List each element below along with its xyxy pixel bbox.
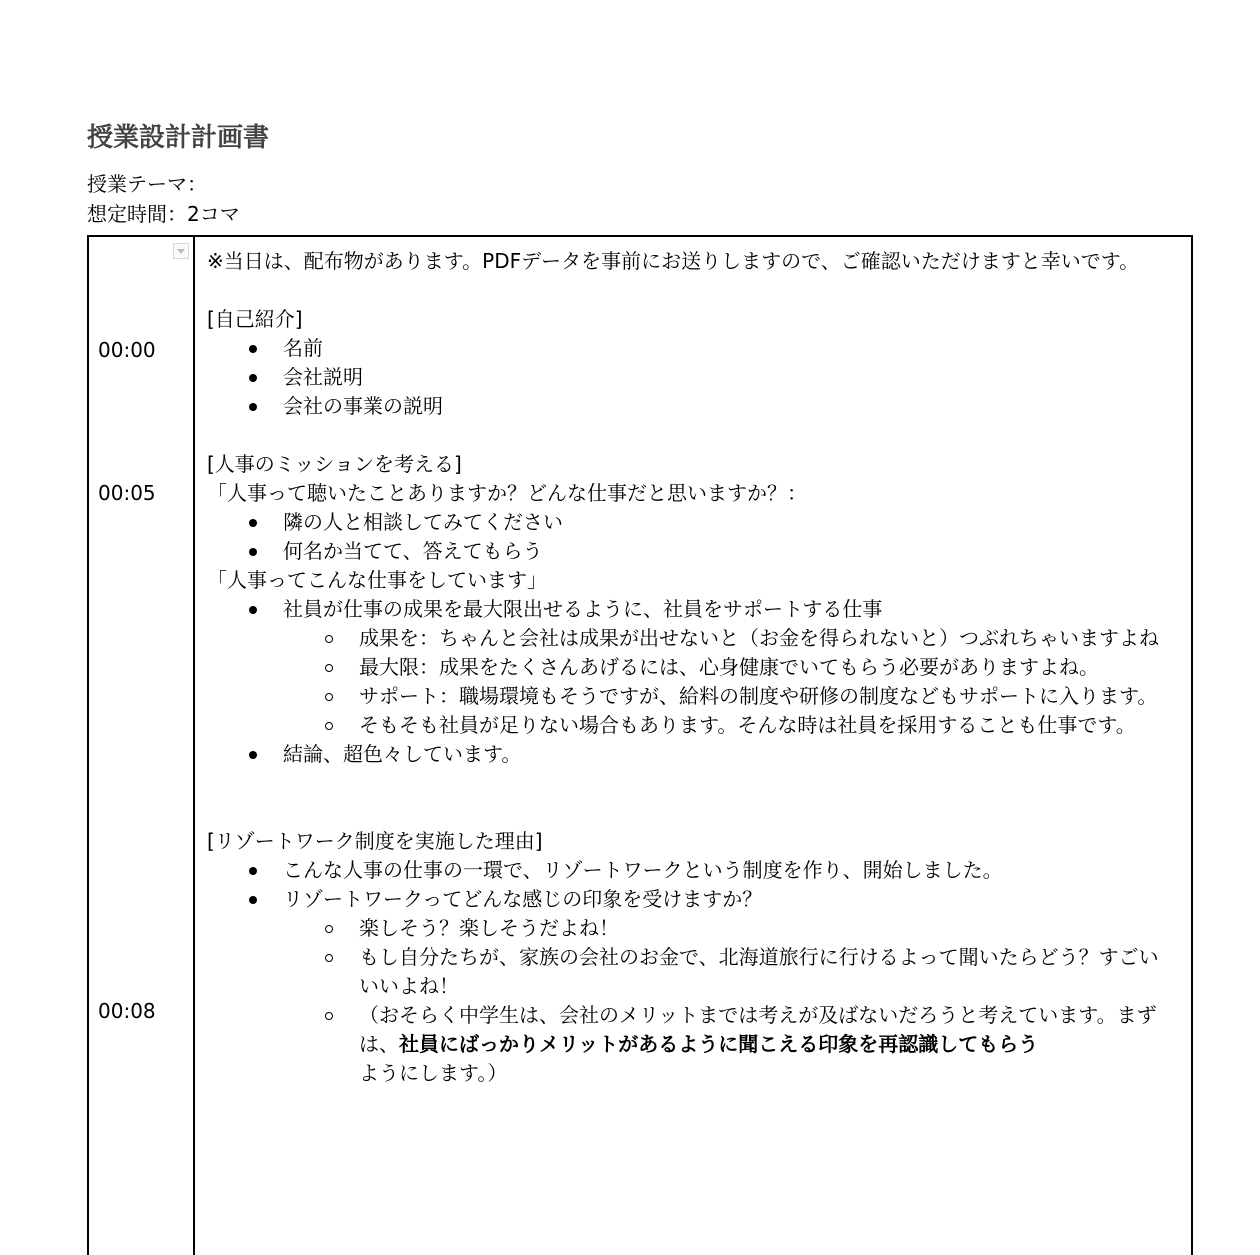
list-item: 隣の人と相談してみてください — [207, 508, 1177, 537]
sub-list-item — [207, 1001, 1177, 1088]
sub-list-item: 成果を：ちゃんと会社は成果が出せないと（お金を得られないと）つぶれちゃいますよね — [207, 624, 1177, 653]
time-cell: 00:00 — [98, 338, 156, 362]
list-item-text: 社員が仕事の成果を最大限出せるように、社員をサポートする仕事 — [283, 597, 883, 621]
list-item-text: リゾートワークってどんな感じの印象を受けますか？ — [283, 887, 763, 911]
sub-list-item: サポート：職場環境もそうですが、給料の制度や研修の制度などもサポートに入ります。 — [207, 682, 1177, 711]
list-item: こんな人事の仕事の一環で、リゾートワークという制度を作り、開始しました。 — [207, 856, 1177, 885]
section-hr-mission — [207, 450, 1177, 769]
sub-list-text: ようにします。） — [359, 1061, 508, 1085]
sub-list-item: そもそも社員が足りない場合もあります。そんな時は社員を採用することも仕事です。 — [207, 711, 1177, 740]
sub-list-text: （おそらく中学生は、会社のメリットまでは考えが及ばないだろうと考えています。まずは、 — [359, 1003, 1157, 1056]
handout-note: ※当日は、配布物があります。PDFデータを事前にお送りしますので、ご確認いただけますと幸いです。 — [207, 249, 1140, 273]
lesson-duration-label: 想定時間：2コマ — [87, 202, 240, 226]
list-item: 何名か当てて、答えてもらう — [207, 537, 1177, 566]
list-item: 会社説明 — [207, 363, 1177, 392]
list-item: 名前 — [207, 334, 1177, 363]
lesson-plan-table — [87, 235, 1193, 1255]
sub-list-item: 楽しそう？楽しそうだよね！ — [207, 914, 1177, 943]
question-text: 「人事って聴いたことありますか？どんな仕事だと思いますか？： — [207, 481, 807, 505]
list-item: 結論、超色々しています。 — [207, 740, 1177, 769]
document-title: 授業設計計画書 — [87, 123, 270, 153]
list-item: 会社の事業の説明 — [207, 392, 1177, 421]
emphasis-text: 社員にばっかりメリットがあるように聞こえる印象を再認識してもらう — [399, 1032, 1039, 1056]
time-cell: 00:05 — [98, 481, 156, 505]
dropdown-arrow-icon[interactable] — [173, 243, 189, 259]
sub-list-item: もし自分たちが、家族の会社のお金で、北海道旅行に行けるよって聞いたらどう？すごいいいよね！ — [207, 943, 1177, 1001]
time-column — [89, 237, 195, 1255]
section-heading: [自己紹介] — [207, 307, 303, 331]
list-item — [207, 595, 1177, 740]
lesson-theme-label: 授業テーマ： — [87, 172, 207, 196]
content-column — [195, 237, 1191, 1255]
section-resort-work — [207, 827, 1177, 1088]
list-item — [207, 885, 1177, 1088]
section-heading: [人事のミッションを考える] — [207, 452, 462, 476]
time-cell: 00:08 — [98, 999, 156, 1023]
section-heading: [リゾートワーク制度を実施した理由] — [207, 829, 543, 853]
answer-text: 「人事ってこんな仕事をしています」 — [207, 568, 547, 592]
section-self-intro — [207, 305, 1177, 421]
sub-list-item: 最大限：成果をたくさんあげるには、心身健康でいてもらう必要がありますよね。 — [207, 653, 1177, 682]
